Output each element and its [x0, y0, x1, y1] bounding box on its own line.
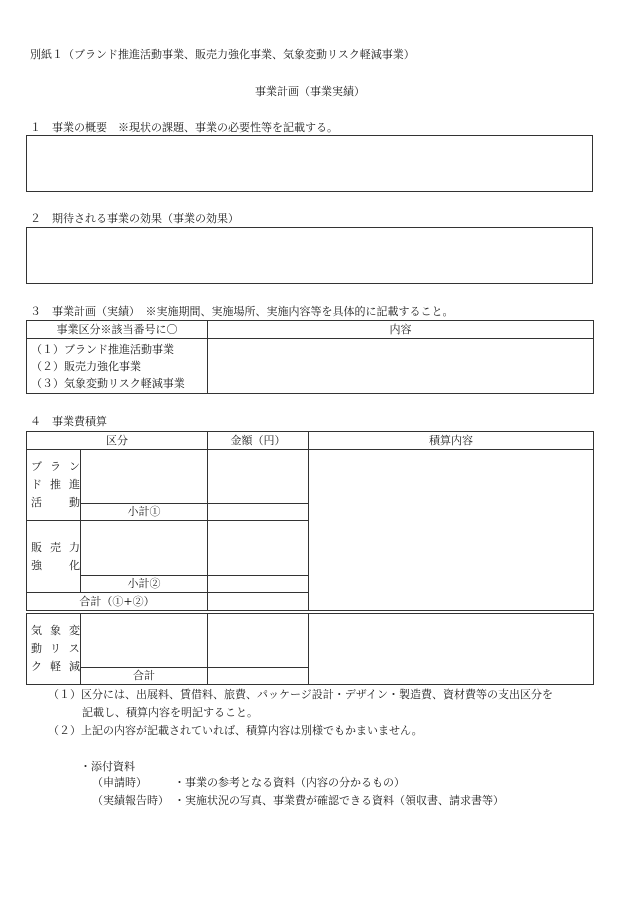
plan-category-item[interactable]: （１）ブランド推進活動事業: [31, 342, 174, 356]
sales-amount-cell[interactable]: [208, 521, 309, 576]
effects-input-box[interactable]: [26, 227, 593, 284]
sales-strengthening-label: 販売力 強 化: [27, 521, 81, 593]
plan-content-cell[interactable]: [208, 339, 594, 394]
weather-item-cell[interactable]: [81, 614, 208, 668]
subtotal-1-amount[interactable]: [208, 504, 309, 521]
sales-item-cell[interactable]: [81, 521, 208, 576]
brand-item-cell[interactable]: [81, 450, 208, 504]
detail-cell-lower[interactable]: [309, 614, 594, 685]
cost-col-division: 区分: [27, 432, 208, 450]
cost-col-amount: 金額（円）: [208, 432, 309, 450]
section-2-heading: ２ 期待される事業の効果（事業の効果）: [30, 212, 239, 225]
attachment-what: ・事業の参考となる資料（内容の分かるもの）: [174, 776, 405, 789]
brand-amount-cell[interactable]: [208, 450, 309, 504]
attachment-when: （実績報告時）: [92, 794, 169, 807]
plan-category-item[interactable]: （３）気象変動リスク軽減事業: [31, 376, 185, 390]
attachments-heading: ・添付資料: [80, 760, 135, 773]
brand-promotion-label: ブラン ド推進 活 動: [27, 450, 81, 521]
note-1-cont: 記載し、積算内容を明記すること。: [82, 706, 258, 719]
section-1-heading: １ 事業の概要 ※現状の課題、事業の必要性等を記載する。: [30, 121, 338, 134]
weather-risk-label: 気象変 動リス ク軽減: [27, 614, 81, 685]
total-amount[interactable]: [208, 668, 309, 685]
cost-table: [26, 431, 594, 685]
attachment-what: ・実施状況の写真、事業費が確認できる資料（領収書、請求書等）: [174, 794, 504, 807]
plan-table: [26, 320, 594, 394]
subtotal-2-label: 小計②: [81, 576, 208, 593]
section-4-heading: ４ 事業費積算: [30, 415, 107, 428]
plan-col-content: 内容: [208, 321, 594, 339]
section-3-heading: ３ 事業計画（実績） ※実施期間、実施場所、実施内容等を具体的に記載すること。: [30, 305, 454, 318]
plan-category-list: [27, 339, 208, 394]
attachment-when: （申請時）: [92, 776, 147, 789]
subtotal-1-label: 小計①: [81, 504, 208, 521]
overview-input-box[interactable]: [26, 135, 593, 192]
page-title: 事業計画（事業実績）: [255, 85, 365, 98]
detail-cell-upper[interactable]: [309, 450, 594, 611]
total-1-2-label: 合計（①+②）: [27, 593, 208, 611]
note-2: （２）上記の内容が記載されていれば、積算内容は別様でもかまいません。: [48, 724, 423, 737]
note-1: （１）区分には、出展料、賃借料、旅費、パッケージ設計・デザイン・製造費、資材費等の支出区分を: [48, 688, 554, 701]
weather-amount-cell[interactable]: [208, 614, 309, 668]
cost-col-detail: 積算内容: [309, 432, 594, 450]
plan-category-item[interactable]: （２）販売力強化事業: [31, 359, 141, 373]
plan-col-category: 事業区分※該当番号に〇: [27, 321, 208, 339]
total-1-2-amount[interactable]: [208, 593, 309, 611]
total-label: 合計: [81, 668, 208, 685]
subtotal-2-amount[interactable]: [208, 576, 309, 593]
appendix-heading: 別紙１（ブランド推進活動事業、販売力強化事業、気象変動リスク軽減事業）: [30, 48, 415, 61]
